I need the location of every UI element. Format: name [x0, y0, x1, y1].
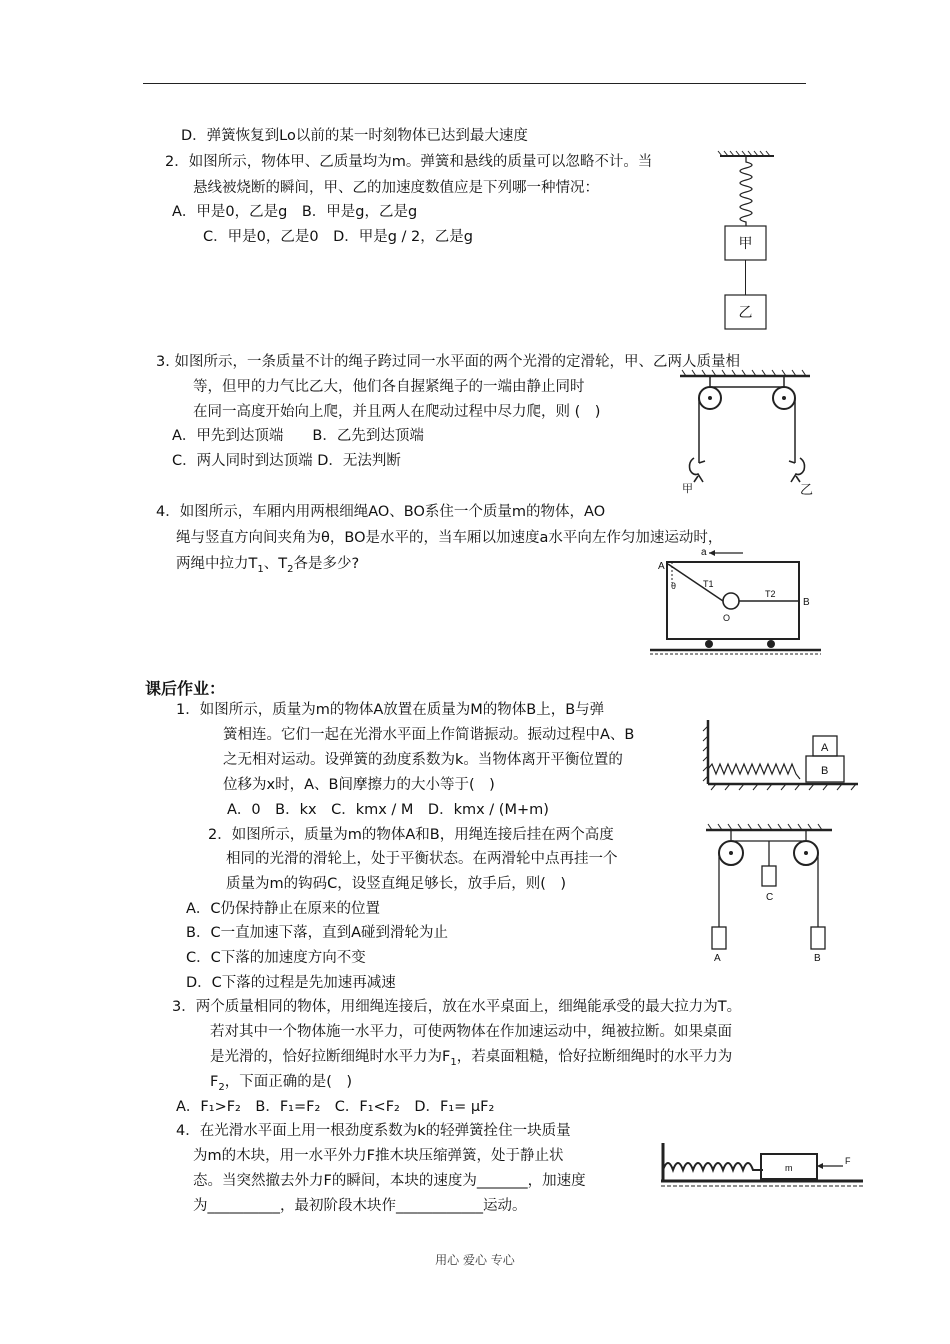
fig-label-theta: θ [671, 581, 677, 591]
fig-label-yi: 乙 [738, 304, 753, 320]
hw3-line3: 是光滑的，恰好拉断细绳时水平力为$F_1$，若桌面粗糙，恰好拉断细绳时的水平力为 [210, 1049, 733, 1068]
homework-title: 课后作业： [145, 679, 226, 698]
fig-label-yi-climber: 乙 [800, 482, 814, 497]
railcar-figure [645, 543, 827, 663]
fig-label-T1: T1 [703, 579, 714, 589]
fig-label-C: C [766, 892, 774, 903]
header-rule [143, 83, 806, 84]
hw2-option-c: C．C下落的加速度方向不变 [186, 950, 366, 966]
spring-block-force-figure [657, 1137, 867, 1193]
q4-line3: 两绳中拉力$T_1$、$T_2$各是多少? [176, 556, 360, 575]
q3-line1: 3. 如图所示，一条质量不计的绳子跨过同一水平面的两个光滑的定滑轮，甲、乙两人质量相 [156, 354, 740, 370]
hw4-line4: 为__________，最初阶段木块作____________运动。 [193, 1198, 527, 1214]
hw2-line3: 质量为m的钩码C，设竖直绳足够长，放手后，则( ) [226, 876, 567, 892]
fig-label-A-weight: A [714, 953, 721, 964]
fig-label-T2: T2 [765, 589, 776, 599]
q2-options-ab: A．甲是0，乙是g B．甲是g，乙是g [172, 204, 418, 220]
fig-label-jia: 甲 [738, 235, 753, 251]
hw1-line4: 位移为x时，A、B间摩擦力的大小等于( ) [223, 777, 495, 793]
hw4-line2: 为m的木块，用一水平外力F推木块压缩弹簧，处于静止状 [193, 1148, 564, 1164]
fig-label-O: O [723, 613, 731, 623]
hw3-line4: $F_2$，下面正确的是( ) [210, 1074, 353, 1093]
fig-label-a: a [701, 547, 707, 558]
fig-label-B-block: B [821, 765, 829, 777]
hw2-option-a: A．C仍保持静止在原来的位置 [186, 901, 381, 917]
hw1-line1: 1．如图所示，质量为m的物体A放置在质量为M的物体B上，B与弹 [176, 702, 605, 718]
hw2-option-d: D．C下落的过程是先加速再减速 [186, 975, 396, 991]
two-pulley-figure [700, 822, 838, 965]
q4-line1: 4．如图所示，车厢内用两根细绳AO、BO系住一个质量m的物体，AO [156, 504, 606, 520]
q2-line2: 悬线被烧断的瞬间，甲、乙的加速度数值应是下列哪一种情况： [193, 180, 599, 196]
q3-options-cd: C．两人同时到达顶端 D．无法判断 [172, 453, 401, 469]
hw4-line3: 态。当突然撤去外力F的瞬间，本块的速度为_______，加速度 [193, 1173, 586, 1189]
q3-line3: 在同一高度开始向上爬，并且两人在爬动过程中尽力爬，则 ( ) [193, 404, 601, 420]
fig-label-F: F [845, 1156, 851, 1166]
q3-line2: 等，但甲的力气比乙大，他们各自握紧绳子的一端由静止同时 [193, 379, 585, 395]
fig-label-jia-climber: 甲 [682, 483, 693, 495]
hw2-option-b: B．C一直加速下落，直到A碰到滑轮为止 [186, 925, 448, 941]
spring-mass-figure [716, 150, 780, 335]
fig-label-B-weight: B [814, 953, 821, 964]
q4-line2: 绳与竖直方向间夹角为θ，BO是水平的，当车厢以加速度a水平向左作匀加速运动时， [176, 530, 723, 546]
page-footer: 用心 爱心 专心 [435, 1253, 515, 1267]
hw2-line2: 相同的光滑的滑轮上，处于平衡状态。在两滑轮中点再挂一个 [226, 851, 618, 867]
hw3-options: A．F₁>F₂ B．F₁=F₂ C．F₁<F₂ D．F₁= μF₂ [176, 1099, 495, 1115]
hw3-line2: 若对其中一个物体施一水平力，可使两物体在作加速运动中，绳被拉断。如果桌面 [210, 1024, 732, 1040]
fig-label-A: A [658, 561, 665, 572]
spring-block-figure [700, 718, 860, 792]
fig-label-A-block: A [821, 742, 829, 754]
fig-label-m: m [785, 1163, 793, 1173]
fig-label-B: B [803, 597, 810, 608]
hw3-line1: 3．两个质量相同的物体，用细绳连接后，放在水平桌面上，细绳能承受的最大拉力为T。 [172, 999, 742, 1015]
q1-option-d: D．弹簧恢复到Lo以前的某一时刻物体已达到最大速度 [181, 128, 528, 144]
q2-options-cd: C．甲是0，乙是0 D．甲是g / 2，乙是g [203, 229, 473, 245]
hw2-line1: 2．如图所示，质量为m的物体A和B，用绳连接后挂在两个高度 [208, 827, 614, 843]
hw1-line3: 之无相对运动。设弹簧的劲度系数为k。当物体离开平衡位置的 [223, 752, 623, 768]
q2-line1: 2．如图所示，物体甲、乙质量均为m。弹簧和悬线的质量可以忽略不计。当 [165, 154, 653, 170]
pulley-climbers-figure [672, 368, 820, 498]
hw1-options: A．0 B．kx C．kmx / M D．kmx / (M+m) [227, 802, 549, 818]
hw4-line1: 4．在光滑水平面上用一根劲度系数为k的轻弹簧拴住一块质量 [176, 1123, 571, 1139]
hw1-line2: 簧相连。它们一起在光滑水平面上作简谐振动。振动过程中A、B [223, 727, 635, 743]
q3-options-ab: A．甲先到达顶端 B．乙先到达顶端 [172, 428, 424, 444]
